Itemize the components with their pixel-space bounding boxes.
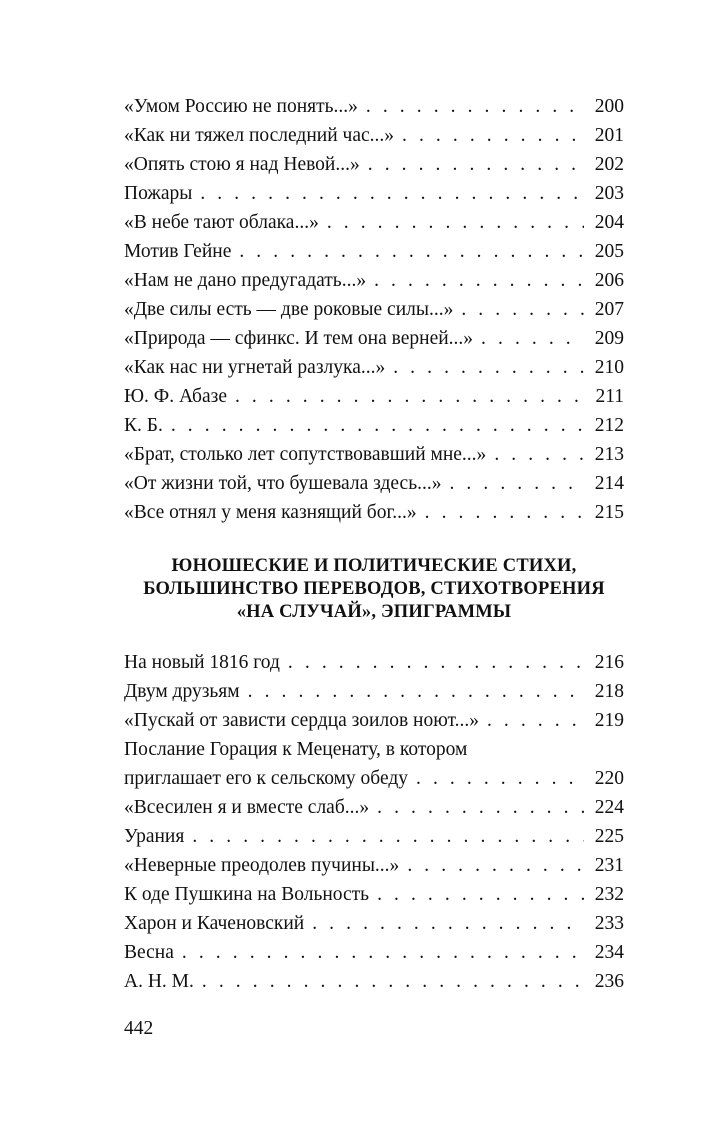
toc-entry — [124, 851, 624, 880]
toc-page-number: 200 — [594, 96, 624, 117]
toc-page-number: 213 — [594, 444, 624, 465]
toc-title: К. Б. — [124, 415, 163, 436]
dot-leader — [288, 648, 584, 677]
toc-title: На новый 1816 год — [124, 652, 280, 673]
toc-page-number: 201 — [594, 125, 624, 146]
toc-entry — [124, 382, 624, 411]
toc-page-number: 211 — [595, 386, 624, 407]
toc-title: «Нам не дано предугадать...» — [124, 270, 367, 291]
dot-leader — [402, 121, 584, 150]
dot-leader — [200, 179, 584, 208]
section-heading-line: БОЛЬШИНСТВО ПЕРЕВОДОВ, СТИХОТВОРЕНИЯ — [143, 579, 605, 599]
toc-title: «Умом Россию не понять...» — [124, 96, 358, 117]
toc-entry — [124, 208, 624, 237]
toc-list-part2 — [124, 648, 624, 996]
toc-title: «Две силы есть — две роковые силы...» — [124, 299, 454, 320]
toc-page-number: 206 — [594, 270, 624, 291]
toc-title: «В небе тают облака...» — [124, 212, 319, 233]
toc-page-number: 212 — [594, 415, 624, 436]
toc-entry — [124, 179, 624, 208]
toc-page-number: 220 — [594, 768, 624, 789]
toc-page-number: 218 — [594, 681, 624, 702]
toc-title-line2-row — [124, 764, 624, 793]
toc-entry — [124, 440, 624, 469]
dot-leader — [461, 295, 584, 324]
toc-title: «Всесилен я и вместе слаб...» — [124, 797, 370, 818]
dot-leader — [449, 469, 584, 498]
dot-leader — [368, 150, 584, 179]
dot-leader — [248, 677, 584, 706]
section-heading-line: «НА СЛУЧАЙ», ЭПИГРАММЫ — [236, 602, 512, 622]
toc-entry — [124, 237, 624, 266]
toc-title-line1: Послание Горация к Меценату, в котором — [124, 739, 468, 760]
dot-leader — [366, 92, 584, 121]
dot-leader — [312, 909, 584, 938]
dot-leader — [393, 353, 584, 382]
dot-leader — [407, 851, 584, 880]
toc-page-number: 204 — [594, 212, 624, 233]
dot-leader — [377, 793, 584, 822]
toc-page-number: 233 — [594, 913, 624, 934]
toc-page-number: 210 — [594, 357, 624, 378]
section-heading — [124, 555, 624, 624]
table-of-contents — [124, 92, 624, 996]
toc-page-number: 216 — [594, 652, 624, 673]
dot-leader — [494, 440, 584, 469]
toc-entry — [124, 706, 624, 735]
toc-page-number: 225 — [594, 826, 624, 847]
dot-leader — [239, 237, 584, 266]
toc-title: «Природа — сфинкс. И тем она верней...» — [124, 328, 474, 349]
toc-page-number: 224 — [594, 797, 624, 818]
toc-title: «Неверные преодолев пучины...» — [124, 855, 400, 876]
toc-page-number: 207 — [594, 299, 624, 320]
toc-title: К оде Пушкина на Вольность — [124, 884, 370, 905]
toc-title: «Пускай от зависти сердца зоилов ноют...» — [124, 710, 479, 731]
toc-entry — [124, 266, 624, 295]
toc-page-number: 202 — [594, 154, 624, 175]
toc-entry — [124, 324, 624, 353]
toc-entry — [124, 793, 624, 822]
toc-entry — [124, 469, 624, 498]
toc-entry-two-line — [124, 735, 624, 793]
toc-entry — [124, 353, 624, 382]
toc-title: «Как ни тяжел последний час...» — [124, 125, 395, 146]
toc-title: Пожары — [124, 183, 193, 204]
toc-entry — [124, 411, 624, 440]
toc-entry — [124, 92, 624, 121]
toc-title: Мотив Гейне — [124, 241, 232, 262]
toc-entry — [124, 677, 624, 706]
toc-title: «Все отнял у меня казнящий бог...» — [124, 502, 417, 523]
toc-entry — [124, 880, 624, 909]
toc-page-number: 214 — [594, 473, 624, 494]
dot-leader — [202, 967, 584, 996]
toc-page-number: 205 — [594, 241, 624, 262]
dot-leader — [487, 706, 584, 735]
toc-entry — [124, 648, 624, 677]
dot-leader — [377, 880, 584, 909]
dot-leader — [481, 324, 584, 353]
toc-entry — [124, 295, 624, 324]
dot-leader — [416, 764, 584, 793]
toc-entry — [124, 121, 624, 150]
toc-page-number: 219 — [594, 710, 624, 731]
toc-entry — [124, 938, 624, 967]
toc-page-number: 232 — [594, 884, 624, 905]
dot-leader — [171, 411, 584, 440]
toc-title: Ю. Ф. Абазе — [124, 386, 227, 407]
toc-entry — [124, 150, 624, 179]
toc-title: «Как нас ни угнетай разлука...» — [124, 357, 386, 378]
toc-title: «Брат, столько лет сопутствовавший мне...» — [124, 444, 487, 465]
toc-list-part1 — [124, 92, 624, 527]
page-number: 442 — [124, 1018, 154, 1039]
toc-title: «От жизни той, что бушевала здесь...» — [124, 473, 442, 494]
dot-leader — [192, 822, 584, 851]
toc-page-number: 236 — [594, 971, 624, 992]
toc-title: Двум друзьям — [124, 681, 240, 702]
dot-leader — [374, 266, 584, 295]
toc-title: А. Н. М. — [124, 971, 194, 992]
toc-entry — [124, 498, 624, 527]
section-heading-line: ЮНОШЕСКИЕ И ПОЛИТИЧЕСКИЕ СТИХИ, — [171, 556, 577, 576]
toc-page-number: 203 — [594, 183, 624, 204]
toc-title-line2: приглашает его к сельскому обеду — [124, 768, 409, 789]
toc-title: Харон и Каченовский — [124, 913, 305, 934]
toc-title: «Опять стою я над Невой...» — [124, 154, 360, 175]
toc-page-number: 231 — [594, 855, 624, 876]
toc-entry — [124, 909, 624, 938]
toc-title: Весна — [124, 942, 174, 963]
toc-page-number: 234 — [594, 942, 624, 963]
toc-entry — [124, 822, 624, 851]
dot-leader — [182, 938, 584, 967]
toc-page-number: 215 — [594, 502, 624, 523]
toc-title: Урания — [124, 826, 185, 847]
toc-entry — [124, 967, 624, 996]
dot-leader — [425, 498, 584, 527]
toc-page-number: 209 — [594, 328, 624, 349]
dot-leader — [235, 382, 584, 411]
dot-leader — [327, 208, 584, 237]
